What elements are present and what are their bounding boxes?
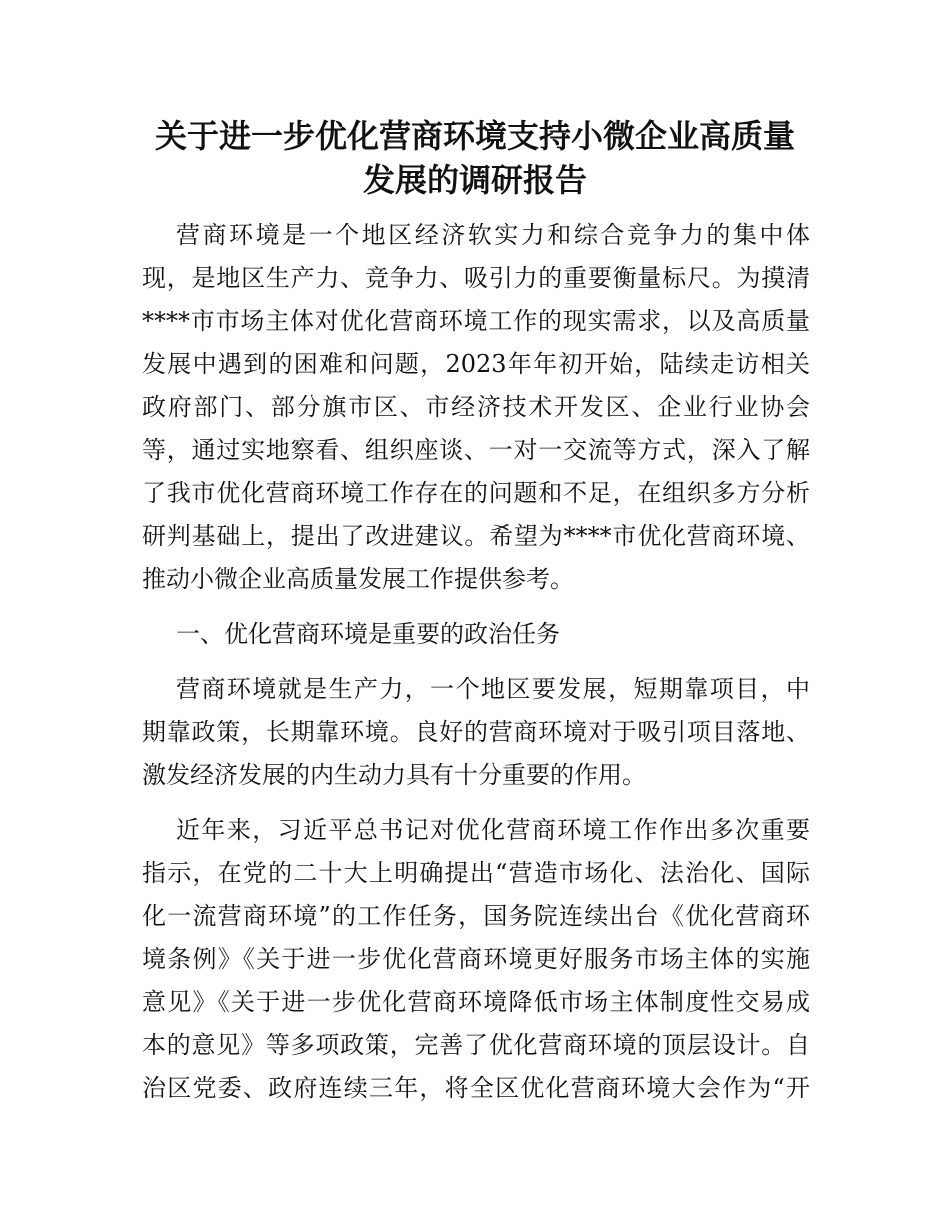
body-text-line: 期靠政策，长期靠环境。良好的营商环境对于吸引项目落地、 <box>142 718 810 746</box>
body-text-line: ****市市场主体对优化营商环境工作的现实需求，以及高质量 <box>142 307 810 335</box>
document-title-line-2: 发展的调研报告 <box>362 161 587 199</box>
body-text-line: 营商环境就是生产力，一个地区要发展，短期靠项目，中 <box>176 675 810 703</box>
body-text-line: 境条例》《关于进一步优化营商环境更好服务市场主体的实施 <box>142 945 810 973</box>
body-text-line: 现，是地区生产力、竞争力、吸引力的重要衡量标尺。为摸清 <box>142 264 810 292</box>
body-text-line: 治区党委、政府连续三年，将全区优化营商环境大会作为“开 <box>142 1074 810 1102</box>
section-heading-1: 一、优化营商环境是重要的政治任务 <box>176 620 560 648</box>
body-text-line: 指示，在党的二十大上明确提出“营造市场化、法治化、国际 <box>142 859 810 887</box>
body-text-line: 推动小微企业高质量发展工作提供参考。 <box>142 565 574 593</box>
body-text-line: 研判基础上，提出了改进建议。希望为****市优化营商环境、 <box>142 522 810 550</box>
body-text-line: 意见》《关于进一步优化营商环境降低市场主体制度性交易成 <box>142 988 810 1016</box>
document-title-line-1: 关于进一步优化营商环境支持小微企业高质量 <box>154 117 795 155</box>
body-text-line: 等，通过实地察看、组织座谈、一对一交流等方式，深入了解 <box>142 436 810 464</box>
body-text-line: 了我市优化营商环境工作存在的问题和不足，在组织多方分析 <box>142 479 810 507</box>
body-text-line: 本的意见》等多项政策，完善了优化营商环境的顶层设计。自 <box>142 1031 810 1059</box>
body-text-line: 政府部门、部分旗市区、市经济技术开发区、企业行业协会 <box>142 393 810 421</box>
body-text-line: 营商环境是一个地区经济软实力和综合竞争力的集中体 <box>176 221 810 249</box>
body-text-line: 发展中遇到的困难和问题，2023年年初开始，陆续走访相关 <box>142 350 810 378</box>
body-text-line: 近年来，习近平总书记对优化营商环境工作作出多次重要 <box>176 816 810 844</box>
body-text-line: 化一流营商环境”的工作任务，国务院连续出台《优化营商环 <box>142 902 810 930</box>
body-text-line: 激发经济发展的内生动力具有十分重要的作用。 <box>142 761 646 789</box>
